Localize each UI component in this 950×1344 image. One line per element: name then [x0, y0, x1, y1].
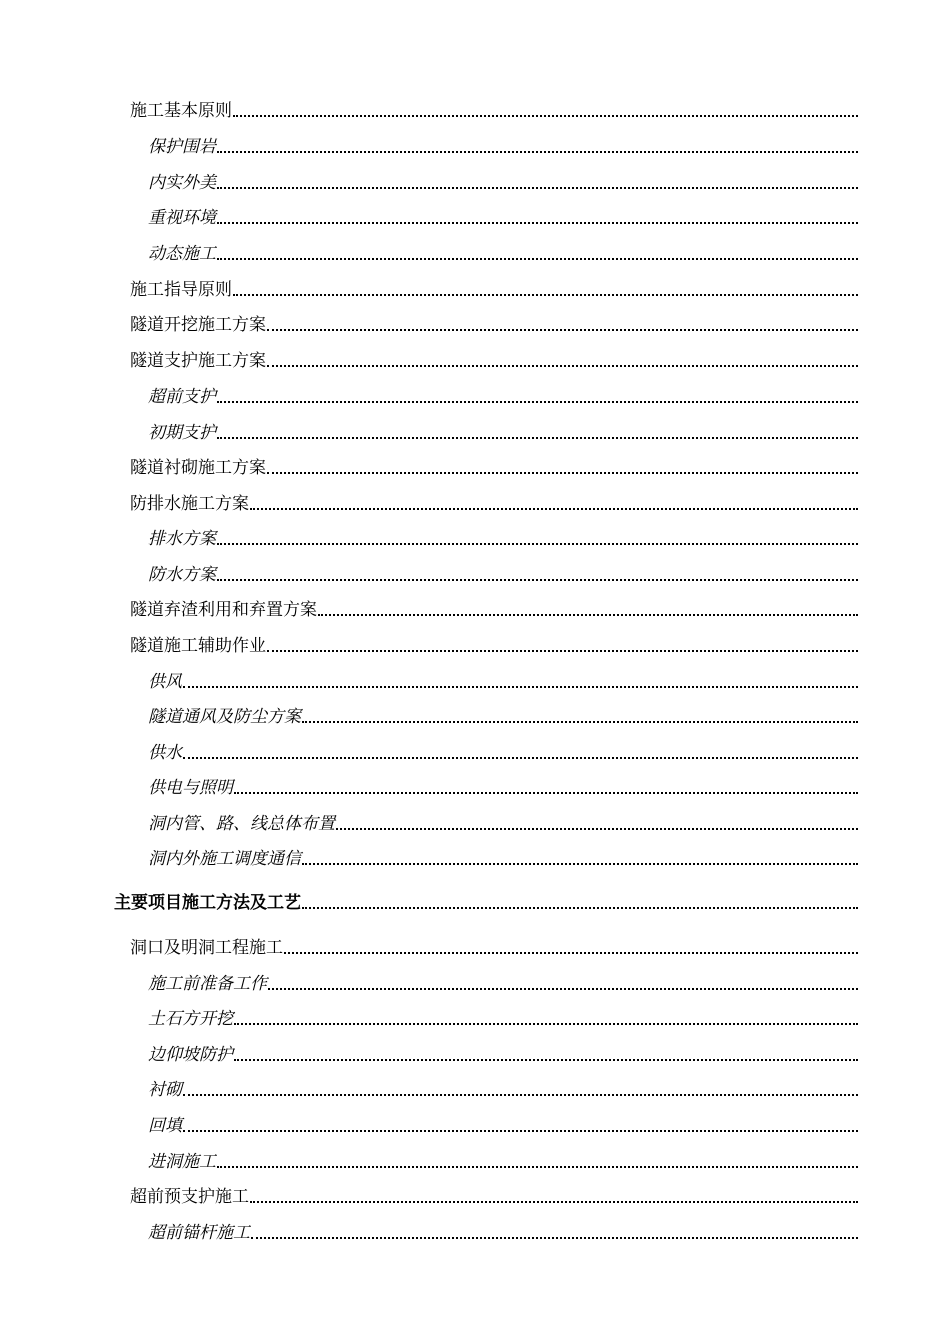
- dot-leader: [268, 987, 858, 990]
- toc-entry-title: 超前支护: [148, 387, 216, 407]
- toc-entry-title: 洞内外施工调度通信: [148, 849, 301, 869]
- toc-entry[interactable]: [148, 1078, 858, 1102]
- toc-entry-title: 隧道支护施工方案: [130, 351, 266, 371]
- dot-leader: [284, 951, 858, 954]
- toc-entry[interactable]: [130, 492, 858, 516]
- toc-entry[interactable]: [130, 349, 858, 373]
- dot-leader: [217, 436, 858, 439]
- dot-leader: [302, 906, 858, 909]
- toc-entry[interactable]: [130, 99, 858, 123]
- toc-entry-title: 供风: [148, 672, 182, 692]
- toc-entry-title: 隧道衬砌施工方案: [130, 458, 266, 478]
- dot-leader: [250, 1200, 858, 1203]
- toc-entry-title: 进洞施工: [148, 1152, 216, 1172]
- toc-entry-title: 洞内管、路、线总体布置: [148, 814, 335, 834]
- toc-entry-title: 初期支护: [148, 423, 216, 443]
- toc-entry[interactable]: [148, 705, 858, 729]
- toc-entry[interactable]: [148, 972, 858, 996]
- toc-entry[interactable]: [148, 812, 858, 836]
- dot-leader: [233, 293, 858, 296]
- dot-leader: [217, 186, 858, 189]
- toc-entry[interactable]: [130, 313, 858, 337]
- dot-leader: [318, 613, 858, 616]
- toc-entry[interactable]: [148, 171, 858, 195]
- toc-entry[interactable]: [148, 421, 858, 445]
- toc-entry[interactable]: [130, 598, 858, 622]
- toc-entry-title: 衬砌: [148, 1080, 182, 1100]
- toc-entry-title: 动态施工: [148, 244, 216, 264]
- toc-entry-title: 隧道施工辅助作业: [130, 636, 266, 656]
- toc-entry-title: 供水: [148, 743, 182, 763]
- toc-entry-title: 施工指导原则: [130, 280, 232, 300]
- dot-leader: [251, 1236, 858, 1239]
- toc-entry-title: 防水方案: [148, 565, 216, 585]
- dot-leader: [267, 649, 858, 652]
- toc-entry[interactable]: [130, 1185, 858, 1209]
- dot-leader: [217, 257, 858, 260]
- dot-leader: [234, 1058, 858, 1061]
- dot-leader: [267, 471, 858, 474]
- toc-entry[interactable]: [148, 1114, 858, 1138]
- dot-leader: [217, 400, 858, 403]
- toc-entry-title: 重视环境: [148, 208, 216, 228]
- toc-entry[interactable]: [148, 1150, 858, 1174]
- toc-entry[interactable]: [148, 776, 858, 800]
- toc-entry-title: 洞口及明洞工程施工: [130, 938, 283, 958]
- dot-leader: [183, 756, 858, 759]
- dot-leader: [217, 1165, 858, 1168]
- toc-entry-title: 隧道弃渣利用和弃置方案: [130, 600, 317, 620]
- toc-entry[interactable]: [148, 741, 858, 765]
- toc-entry[interactable]: [130, 936, 858, 960]
- toc-entry-title: 超前锚杆施工: [148, 1223, 250, 1243]
- toc-entry[interactable]: [148, 135, 858, 159]
- toc-entry-title: 施工基本原则: [130, 101, 232, 121]
- dot-leader: [217, 578, 858, 581]
- dot-leader: [267, 328, 858, 331]
- toc-entry[interactable]: [148, 670, 858, 694]
- dot-leader: [217, 542, 858, 545]
- toc-entry-title: 边仰坡防护: [148, 1045, 233, 1065]
- dot-leader: [234, 1022, 858, 1025]
- toc-entry[interactable]: [148, 1043, 858, 1067]
- toc-entry[interactable]: [148, 847, 858, 871]
- toc-entry-title: 施工前准备工作: [148, 974, 267, 994]
- toc-entry-title: 隧道开挖施工方案: [130, 315, 266, 335]
- toc-entry[interactable]: [148, 1221, 858, 1245]
- dot-leader: [336, 827, 858, 830]
- toc-entry[interactable]: [130, 634, 858, 658]
- toc-entry-title: 主要项目施工方法及工艺: [114, 893, 301, 913]
- toc-entry[interactable]: [148, 385, 858, 409]
- dot-leader: [302, 720, 858, 723]
- dot-leader: [250, 507, 858, 510]
- toc-entry[interactable]: [148, 527, 858, 551]
- dot-leader: [217, 150, 858, 153]
- toc-entry-title: 防排水施工方案: [130, 494, 249, 514]
- toc-entry-title: 隧道通风及防尘方案: [148, 707, 301, 727]
- dot-leader: [183, 1129, 858, 1132]
- dot-leader: [302, 862, 858, 865]
- toc-entry-title: 内实外美: [148, 173, 216, 193]
- dot-leader: [234, 791, 858, 794]
- toc-entry[interactable]: [148, 242, 858, 266]
- dot-leader: [217, 221, 858, 224]
- toc-entry[interactable]: [148, 206, 858, 230]
- toc-entry-title: 供电与照明: [148, 778, 233, 798]
- toc-entry[interactable]: [148, 1007, 858, 1031]
- toc-entry-title: 保护围岩: [148, 137, 216, 157]
- toc-entry-title: 土石方开挖: [148, 1009, 233, 1029]
- toc-entry-title: 排水方案: [148, 529, 216, 549]
- toc-entry-title: 回填: [148, 1116, 182, 1136]
- dot-leader: [267, 364, 858, 367]
- dot-leader: [183, 1093, 858, 1096]
- toc-entry[interactable]: [148, 563, 858, 587]
- dot-leader: [183, 685, 858, 688]
- toc-entry[interactable]: [114, 891, 858, 915]
- toc-entry-title: 超前预支护施工: [130, 1187, 249, 1207]
- toc-entry[interactable]: [130, 456, 858, 480]
- dot-leader: [233, 114, 858, 117]
- toc-entry[interactable]: [130, 278, 858, 302]
